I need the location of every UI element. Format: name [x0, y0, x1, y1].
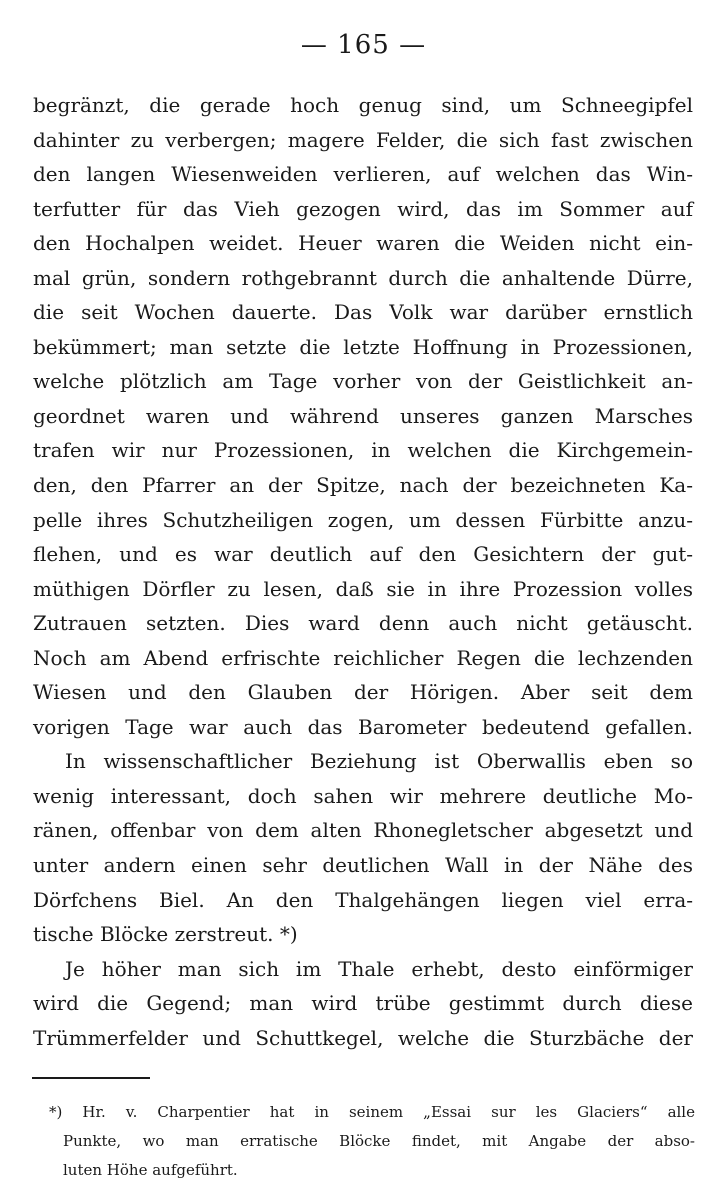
text-line: unter andern einen sehr deutlichen Wall in der Nähe des	[33, 853, 693, 878]
text-line: Zutrauen setzten. Dies ward denn auch nicht getäuscht.	[33, 611, 693, 636]
page-number: — 165 —	[300, 30, 427, 60]
text-line: den Hochalpen weidet. Heuer waren die Weiden nicht ein-	[33, 231, 693, 256]
text-line: tische Blöcke zerstreut. *)	[33, 922, 298, 947]
footnote	[33, 1098, 695, 1185]
text-line: dahinter zu verbergen; magere Felder, die sich fast zwischen	[33, 127, 693, 152]
text-line: welche plötzlich am Tage vorher von der Geistlichkeit an-	[33, 369, 693, 394]
text-line: Noch am Abend erfrischte reichlicher Regen die lechzenden	[33, 645, 693, 670]
text-line: Dörfchens Biel. An den Thalgehängen liegen viel erra-	[33, 887, 693, 912]
text-line: müthigen Dörfler zu lesen, daß sie in ihre Prozession volles	[33, 576, 693, 601]
text-line: vorigen Tage war auch das Barometer bedeutend gefallen.	[33, 714, 693, 739]
text-line: wenig interessant, doch sahen wir mehrere deutliche Mo-	[33, 783, 693, 808]
text-line: den, den Pfarrer an der Spitze, nach der bezeichneten Ka-	[33, 473, 693, 498]
text-line: flehen, und es war deutlich auf den Gesichtern der gut-	[33, 542, 693, 567]
footnote-divider	[32, 1077, 150, 1079]
text-line: pelle ihres Schutzheiligen zogen, um dessen Fürbitte anzu-	[33, 507, 693, 532]
text-line: In wissenschaftlicher Beziehung ist Oberwallis eben so	[65, 749, 693, 774]
text-line: den langen Wiesenweiden verlieren, auf welchen das Win-	[33, 162, 693, 187]
text-line: geordnet waren und während unseres ganzen Marsches	[33, 403, 693, 428]
text-line: die seit Wochen dauerte. Das Volk war darüber ernstlich	[33, 300, 693, 325]
text-line: trafen wir nur Prozessionen, in welchen die Kirchgemein-	[33, 438, 693, 463]
footnote-line: Punkte, wo man erratische Blöcke findet, mit Angabe der abso-	[63, 1132, 695, 1150]
footnote-line: luten Höhe aufgeführt.	[63, 1161, 238, 1179]
body-text	[33, 88, 693, 1055]
text-line: begränzt, die gerade hoch genug sind, um Schneegipfel	[33, 93, 693, 117]
text-line: Trümmerfelder und Schuttkegel, welche die Sturzbäche der	[33, 1025, 693, 1050]
text-line: mal grün, sondern rothgebrannt durch die anhaltende Dürre,	[33, 265, 693, 290]
text-line: bekümmert; man setzte die letzte Hoffnung in Prozessionen,	[33, 334, 693, 359]
footnote-line: *) Hr. v. Charpentier hat in seinem „Essai sur les Glaciers“ alle	[49, 1103, 695, 1121]
text-line: wird die Gegend; man wird trübe gestimmt durch diese	[33, 991, 693, 1016]
text-line: ränen, offenbar von dem alten Rhonegletscher abgesetzt und	[33, 818, 693, 843]
text-line: Wiesen und den Glauben der Hörigen. Aber seit dem	[33, 680, 693, 705]
text-line: terfutter für das Vieh gezogen wird, das im Sommer auf	[33, 196, 693, 221]
text-line: Je höher man sich im Thale erhebt, desto einförmiger	[65, 956, 693, 981]
